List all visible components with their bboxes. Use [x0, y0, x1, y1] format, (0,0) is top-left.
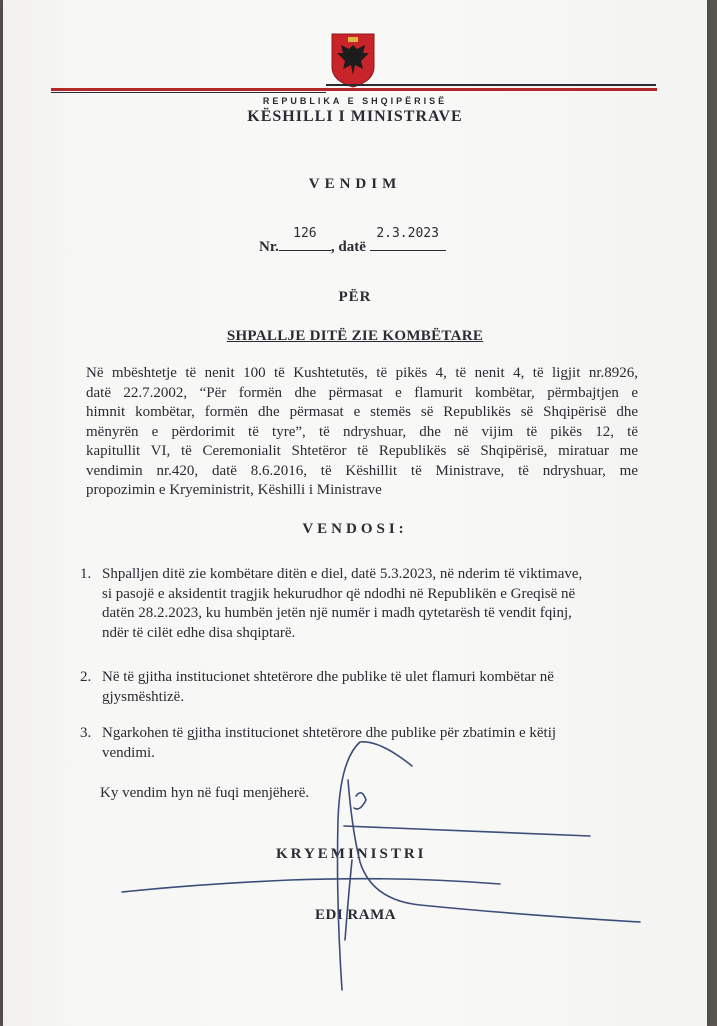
- item-line: ndër të cilët edhe disa shqiptarë.: [102, 624, 296, 641]
- republic-name: REPUBLIKA E SHQIPËRISË: [262, 96, 448, 106]
- item-line: Në të gjitha institucionet shtetërore dhe publike të ulet flamuri kombëtar në: [102, 669, 554, 685]
- number-field: [279, 226, 331, 251]
- item-line: Shpalljen ditë zie kombëtare ditën e diel, datë 5.3.2023, në nderim të viktimave,: [102, 566, 583, 582]
- decision-number-line: [259, 226, 446, 256]
- item-number: 2.: [80, 669, 92, 685]
- preamble-line: propozimin e Kryeministrit, Këshilli i Ministrave: [86, 482, 382, 498]
- item-line: Ngarkohen të gjitha institucionet shtetërore dhe publike për zbatimin e këtij: [102, 725, 557, 741]
- preamble-line: vendimin nr.420, datë 8.6.2016, të Këshillit të Ministrave, të ndryshuar, me: [86, 462, 638, 479]
- for-label: PËR: [338, 289, 372, 305]
- decision-document: [3, 0, 707, 1026]
- item-line: si pasojë e aksidentit tragjik hekurudhor që ndodhi në Republikën e Greqisë në: [102, 585, 576, 602]
- decides-heading: VENDOSI:: [302, 521, 408, 537]
- item-line: datën 28.2.2023, ku humbën jetën një numër i madh qytetarësh të vendit fqinj,: [102, 605, 572, 621]
- decision-title: SHPALLJE DITË ZIE KOMBËTARE: [226, 328, 484, 344]
- item-line: gjysmështizë.: [102, 688, 185, 705]
- number-value: 126: [293, 226, 317, 241]
- council-of-ministers: KËSHILLI I MINISTRAVE: [247, 108, 463, 125]
- decision-heading: VENDIM: [308, 176, 402, 192]
- preamble-line: datë 22.7.2002, “Për formën dhe përmasat e flamurit kombëtar, përmbajtjen e: [86, 384, 638, 401]
- item-number: 3.: [80, 725, 92, 741]
- signatory-role: KRYEMINISTRI: [276, 846, 427, 862]
- header-rule: [51, 78, 657, 94]
- preamble-line: mënyrën e përdorimit të tyre”, të ndryshuar, dhe në vijim të pikës 12, të: [86, 423, 638, 440]
- number-label: Nr.: [259, 239, 279, 255]
- date-label: , datë: [330, 239, 366, 255]
- preamble-line: Në mbështetje të nenit 100 të Kushtetutës, të pikës 4, të nenit 4, të ligjit nr.8926,: [86, 365, 638, 381]
- preamble: [86, 364, 638, 501]
- preamble-line: himnit kombëtar, formën dhe përmasat e stemës së Republikës së Shqipërisë dhe: [86, 404, 638, 420]
- item-number: 1.: [80, 566, 92, 582]
- signatory-name: EDI RAMA: [315, 907, 397, 923]
- date-value: 2.3.2023: [376, 226, 439, 241]
- item-line: vendimi.: [102, 744, 155, 761]
- preamble-line: kapitullit VI, të Ceremonialit Shtetëror të Republikës së Shqipërisë, miratuar me: [86, 443, 638, 459]
- entry-into-force: Ky vendim hyn në fuqi menjëherë.: [100, 785, 310, 801]
- date-field: [370, 226, 446, 251]
